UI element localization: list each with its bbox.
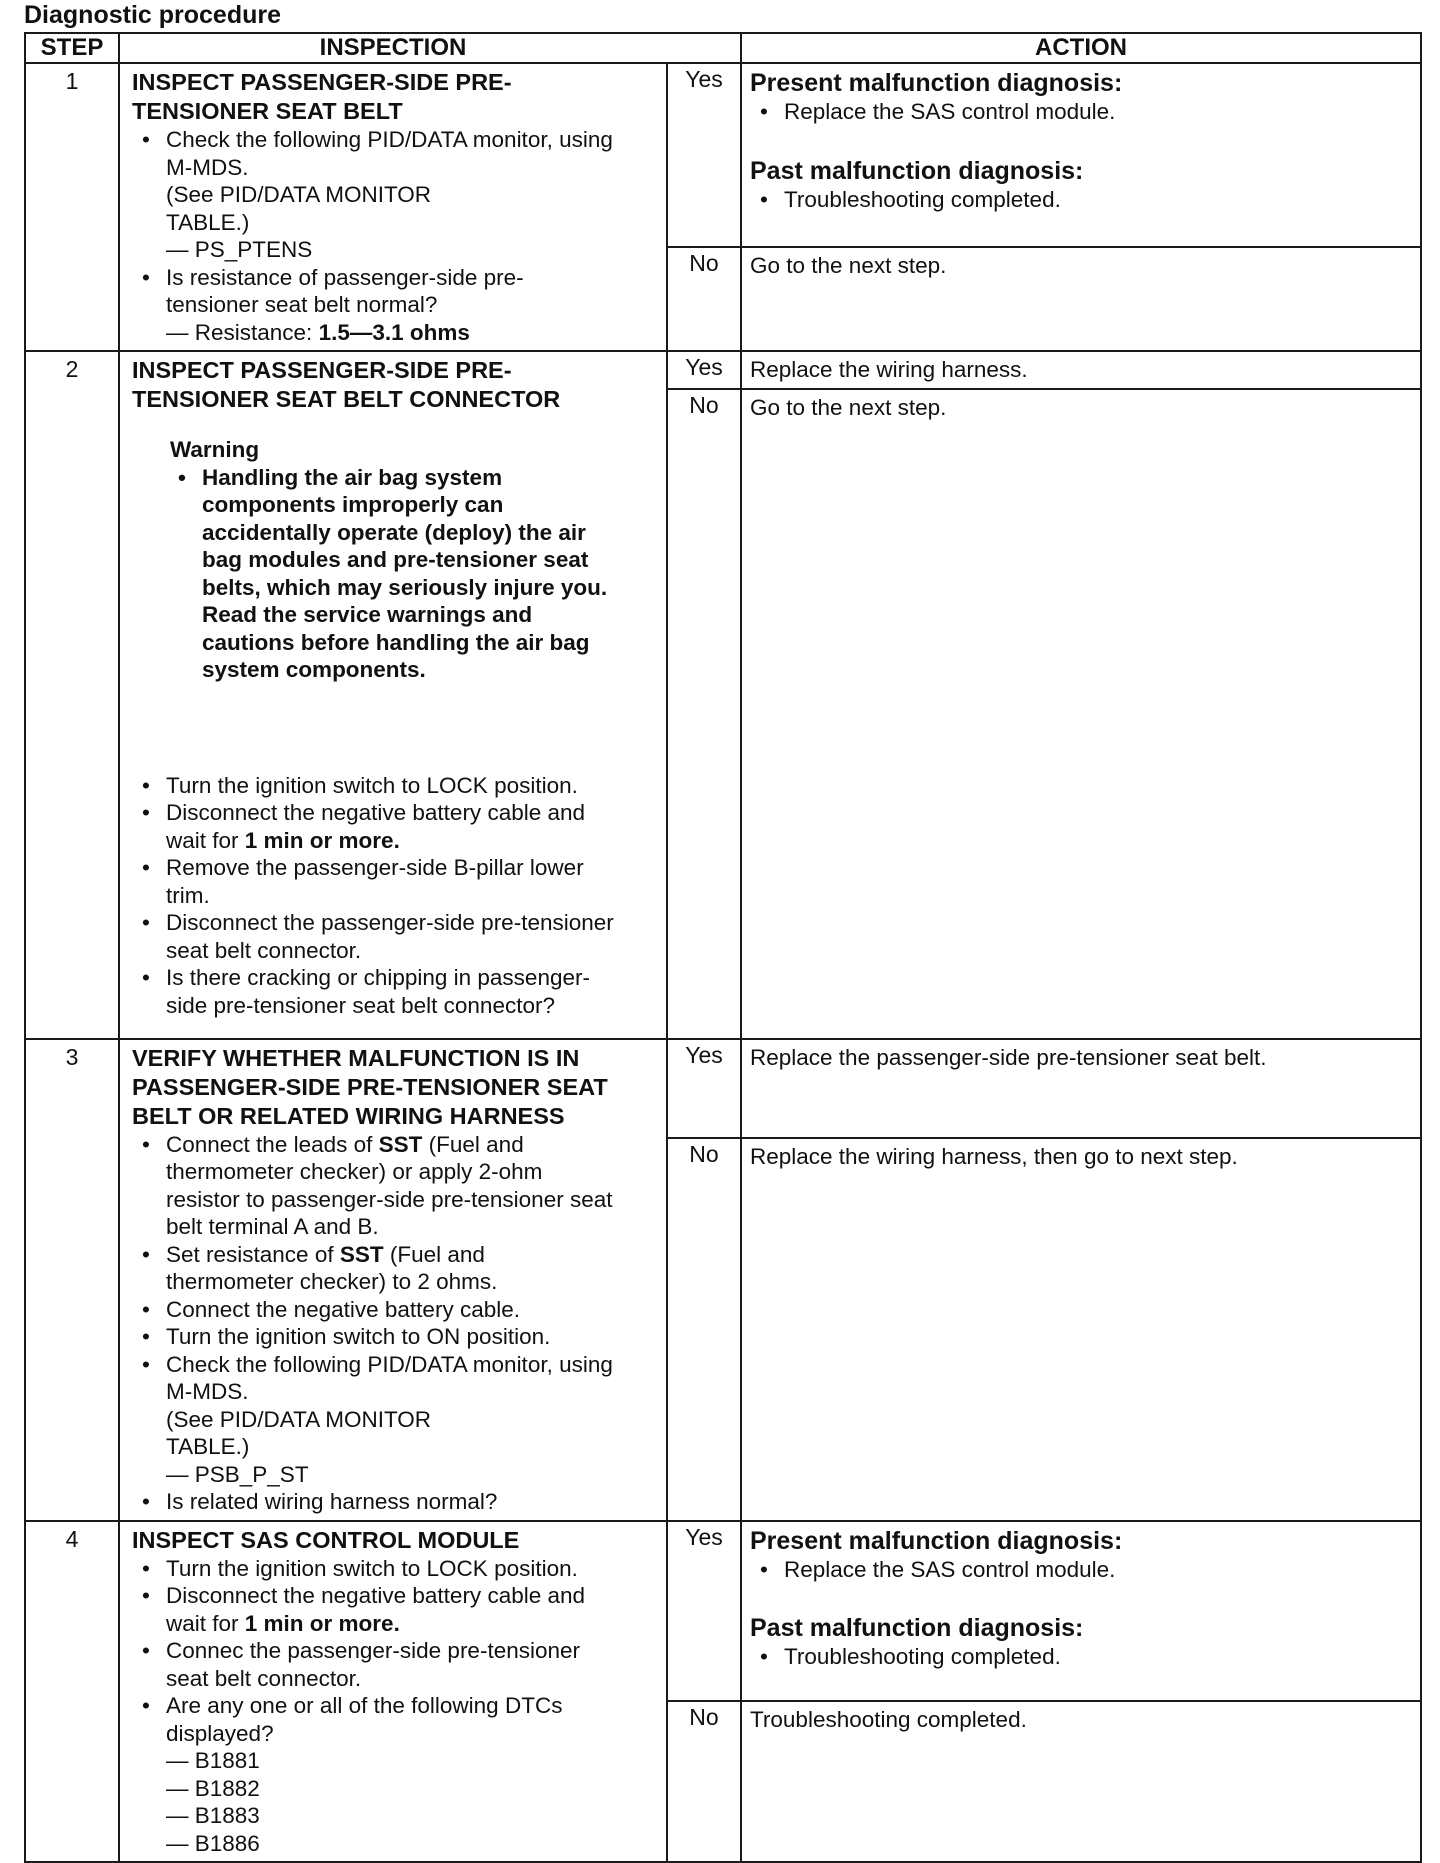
step-1-no-action: Go to the next step.	[741, 247, 1421, 351]
list-item	[132, 1692, 658, 1857]
header-action: ACTION	[741, 33, 1421, 63]
step-title: INSPECT SAS CONTROL MODULE	[132, 1526, 520, 1553]
text-span: Set resistance of	[166, 1241, 340, 1267]
yes-label: Yes	[667, 1521, 741, 1702]
text-line: Read the service warnings and	[202, 602, 533, 627]
text-line: • Check the following PID/DATA monitor, using	[166, 127, 613, 152]
text-line	[166, 1610, 658, 1638]
step-1-yes-row	[25, 63, 1421, 247]
text-span: (Fuel and	[422, 1131, 524, 1157]
text-line: seat belt connector.	[166, 937, 362, 963]
text-line: M-MDS.	[166, 1379, 249, 1404]
text-line: • Handling the air bag system	[202, 464, 503, 490]
text-line: • Check the following PID/DATA monitor, using	[166, 1351, 613, 1377]
list-item: • Is related wiring harness normal?	[132, 1488, 658, 1516]
text-line: (See PID/DATA MONITOR	[166, 1406, 432, 1432]
text-span: 1 min or more.	[244, 1610, 400, 1636]
text-line: • Disconnect the negative battery cable and	[166, 1583, 586, 1608]
past-malfunction-heading: Past malfunction diagnosis:	[750, 156, 1084, 185]
step-title: INSPECT PASSENGER-SIDE PRE-	[132, 357, 512, 383]
text-span: SST	[339, 1241, 384, 1267]
list-item	[132, 264, 658, 347]
action-list	[750, 1556, 1412, 1584]
spec-line	[166, 319, 658, 347]
text-line: • Disconnect the negative battery cable and	[166, 800, 586, 825]
pid-name: — PS_PTENS	[166, 237, 313, 262]
step-4-inspection	[119, 1521, 667, 1863]
step-2-yes-row	[25, 351, 1421, 389]
list-item	[132, 1637, 658, 1692]
step-number: 4	[25, 1521, 119, 1863]
text-line: seat belt connector.	[166, 1665, 362, 1691]
action-list	[750, 186, 1412, 214]
text-line: • Is resistance of passenger-side pre-	[166, 264, 524, 290]
text-line: TABLE.)	[166, 1434, 250, 1459]
list-item: • Turn the ignition switch to LOCK position.	[132, 1555, 658, 1583]
list-item	[132, 909, 658, 964]
past-malfunction-heading: Past malfunction diagnosis:	[750, 1614, 1084, 1642]
list-item	[132, 126, 658, 264]
section-title: Diagnostic procedure	[24, 1, 281, 29]
text-line: • Are any one or all of the following DTCs	[166, 1693, 563, 1718]
text-line: TABLE.)	[166, 209, 250, 235]
text-span: wait for	[166, 1610, 245, 1636]
yes-label: Yes	[667, 63, 741, 247]
text-line: • Disconnect the passenger-side pre-tensioner	[166, 910, 614, 935]
text-line: thermometer checker) or apply 2-ohm	[166, 1159, 543, 1184]
list-item: • Replace the SAS control module.	[750, 1556, 1412, 1584]
no-label: No	[667, 389, 741, 1039]
dtc-code: — B1883	[166, 1803, 260, 1828]
no-label: No	[667, 247, 741, 351]
step-title: BELT OR RELATED WIRING HARNESS	[132, 1102, 565, 1129]
text-line: • Connec the passenger-side pre-tensioner	[166, 1638, 580, 1663]
step-2-yes-action: Replace the wiring harness.	[741, 351, 1421, 389]
no-label: No	[667, 1701, 741, 1862]
step-number: 3	[25, 1039, 119, 1521]
inspection-list	[132, 126, 658, 346]
spec-value: 1.5—3.1 ohms	[318, 319, 470, 345]
text-span: (Fuel and	[383, 1241, 485, 1267]
text-span: SST	[378, 1131, 423, 1157]
text-line: tensioner seat belt normal?	[166, 292, 438, 317]
text-line: resistor to passenger-side pre-tensioner seat	[166, 1186, 613, 1212]
text-line: accidentally operate (deploy) the air	[202, 519, 586, 545]
step-number: 2	[25, 351, 119, 1039]
warning-item	[170, 464, 658, 684]
text-line: trim.	[166, 882, 210, 908]
step-4-yes-action	[741, 1521, 1421, 1702]
header-step: STEP	[25, 33, 119, 63]
list-item	[132, 854, 658, 909]
step-1-yes-action	[741, 63, 1421, 247]
warning-title: Warning	[170, 437, 260, 462]
list-item	[132, 799, 658, 854]
diagnostic-table	[24, 32, 1422, 1863]
present-malfunction-heading: Present malfunction diagnosis:	[750, 69, 1123, 97]
text-line: components improperly can	[202, 492, 504, 517]
inspection-list	[132, 772, 658, 1020]
text-span: Connect the leads of	[166, 1131, 379, 1157]
step-2-no-action: Go to the next step.	[741, 389, 1421, 1039]
header-inspection: INSPECTION	[119, 33, 741, 63]
text-span: wait for	[166, 827, 245, 853]
header-row	[25, 33, 1421, 63]
list-item: • Turn the ignition switch to ON position.	[132, 1323, 658, 1351]
list-item: • Replace the SAS control module.	[750, 98, 1412, 126]
text-span: 1 min or more.	[244, 827, 400, 853]
text-line	[166, 1241, 658, 1269]
text-line: displayed?	[166, 1720, 274, 1746]
list-item: • Troubleshooting completed.	[750, 1643, 1412, 1671]
inspection-list	[132, 1555, 658, 1858]
text-line: M-MDS.	[166, 154, 249, 180]
inspection-list	[132, 1131, 658, 1516]
text-line	[166, 1131, 658, 1159]
list-item: • Troubleshooting completed.	[750, 186, 1412, 214]
dtc-code: — B1886	[166, 1830, 260, 1856]
text-line: (See PID/DATA MONITOR	[166, 182, 432, 207]
action-list	[750, 1643, 1412, 1671]
text-line: • Remove the passenger-side B-pillar lower	[166, 855, 584, 880]
step-number: 1	[25, 63, 119, 351]
list-item	[132, 1351, 658, 1489]
text-line: thermometer checker) to 2 ohms.	[166, 1269, 498, 1294]
text-line: bag modules and pre-tensioner seat	[202, 547, 589, 572]
text-line: belts, which may seriously injure you.	[202, 574, 608, 600]
list-item	[132, 964, 658, 1019]
step-2-inspection	[119, 351, 667, 1039]
list-item: • Connect the negative battery cable.	[132, 1296, 658, 1324]
text-line: belt terminal A and B.	[166, 1214, 379, 1239]
action-list	[750, 98, 1412, 126]
text-line: side pre-tensioner seat belt connector?	[166, 992, 555, 1018]
list-item: • Turn the ignition switch to LOCK position.	[132, 772, 658, 800]
step-title: VERIFY WHETHER MALFUNCTION IS IN	[132, 1044, 580, 1071]
list-item	[132, 1131, 658, 1241]
dtc-code: — B1882	[166, 1775, 260, 1801]
text-line: • Is there cracking or chipping in passenger-	[166, 965, 590, 990]
step-1-inspection	[119, 63, 667, 351]
step-title: INSPECT PASSENGER-SIDE PRE-	[132, 69, 512, 95]
step-3-inspection	[119, 1039, 667, 1521]
step-title: TENSIONER SEAT BELT	[132, 98, 403, 124]
dtc-code: — B1881	[166, 1748, 260, 1773]
text-line: system components.	[202, 657, 426, 682]
yes-label: Yes	[667, 1039, 741, 1139]
text-line	[166, 827, 658, 855]
no-label: No	[667, 1138, 741, 1520]
step-3-yes-action: Replace the passenger-side pre-tensioner seat belt.	[741, 1039, 1421, 1139]
step-4-yes-row	[25, 1521, 1421, 1702]
text-line: cautions before handling the air bag	[202, 629, 590, 655]
step-title: TENSIONER SEAT BELT CONNECTOR	[132, 386, 561, 412]
step-3-no-action: Replace the wiring harness, then go to next step.	[741, 1138, 1421, 1520]
step-title: PASSENGER-SIDE PRE-TENSIONER SEAT	[132, 1073, 608, 1100]
yes-label: Yes	[667, 351, 741, 389]
present-malfunction-heading: Present malfunction diagnosis:	[750, 1526, 1123, 1555]
pid-name: — PSB_P_ST	[166, 1461, 309, 1487]
step-4-no-action: Troubleshooting completed.	[741, 1701, 1421, 1862]
step-3-yes-row	[25, 1039, 1421, 1139]
spec-label: — Resistance:	[166, 319, 319, 345]
list-item	[132, 1582, 658, 1637]
warning-list	[132, 464, 658, 684]
list-item	[132, 1241, 658, 1296]
